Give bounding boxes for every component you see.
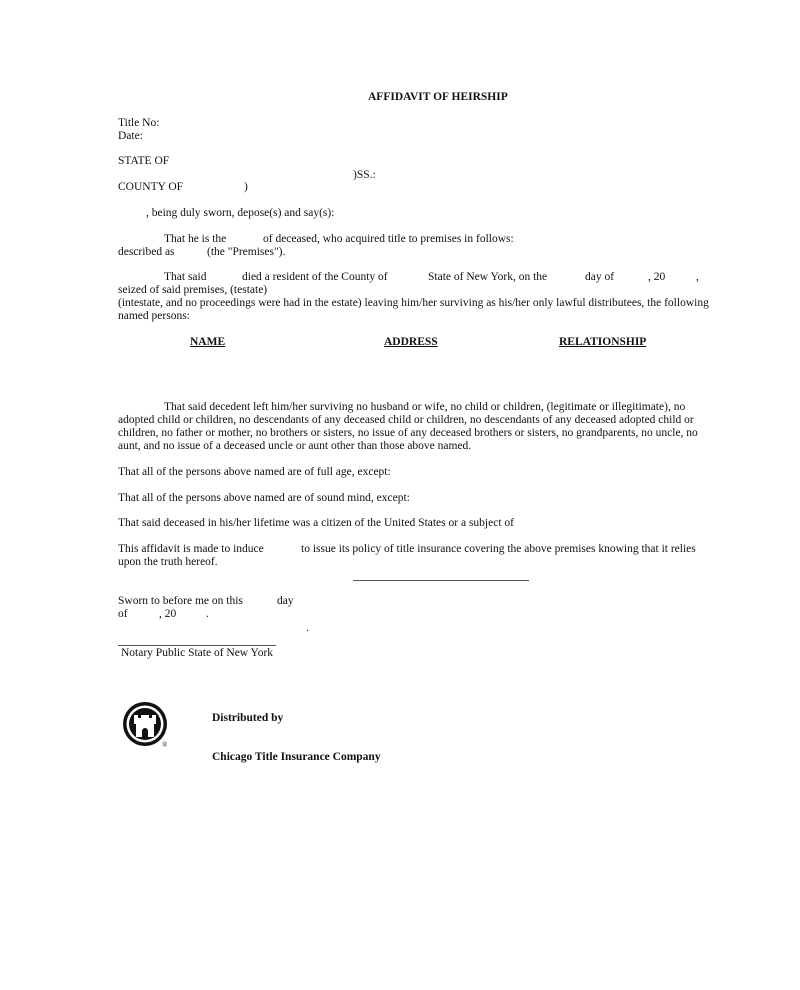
- para2-part-g: seized of said premises, (testate): [118, 284, 268, 296]
- para1-part-b: of deceased, who acquired title to premises in follows:: [263, 233, 514, 245]
- para1-part-d: (the "Premises").: [207, 246, 286, 258]
- state-of-label: STATE OF: [118, 155, 170, 167]
- date-label: Date:: [118, 130, 143, 142]
- para3-line1: That said decedent left him/her surviving no husband or wife, no child or children, (legitimate or illegitimate), no: [164, 401, 686, 413]
- ss-label: )SS.:: [353, 169, 376, 181]
- para1-part-c: described as: [118, 246, 175, 258]
- para3-line3: children, no father or mother, no brothers or sisters, no issue of any deceased brothers or sisters, no grandparents, no uncle, no: [118, 427, 698, 439]
- para2-part-c: State of New York, on the: [428, 271, 548, 283]
- title-no-label: Title No:: [118, 117, 160, 129]
- para3-line4: aunt, and no issue of a deceased uncle or aunt other than those above named.: [118, 440, 472, 452]
- para2-part-i: named persons:: [118, 310, 190, 322]
- stray-period: .: [306, 622, 309, 634]
- county-of-label: COUNTY OF: [118, 181, 184, 193]
- para5-sound-mind: That all of the persons above named are of sound mind, except:: [118, 492, 410, 504]
- sworn-before-part-a: Sworn to before me on this: [118, 595, 243, 607]
- sworn-before-period: .: [206, 608, 209, 620]
- sworn-before-day: day: [277, 595, 294, 607]
- notary-label: Notary Public State of New York: [121, 647, 274, 659]
- para6-citizen: That said deceased in his/her lifetime was a citizen of the United States or a subject of: [118, 517, 514, 529]
- para2-part-d: day of: [585, 271, 615, 283]
- para7-part-a: This affidavit is made to induce: [118, 543, 264, 555]
- notary-signature-line: [118, 645, 276, 646]
- para4-full-age: That all of the persons above named are of full age, except:: [118, 466, 391, 478]
- document-title: AFFIDAVIT OF HEIRSHIP: [368, 91, 508, 103]
- para3-line2: adopted child or children, no descendants of any deceased child or children, no descendants of any deceased adopted child or: [118, 414, 694, 426]
- column-header-name: NAME: [190, 336, 226, 348]
- sworn-before-of: of: [118, 608, 128, 620]
- para1-part-a: That he is the: [164, 233, 227, 245]
- para2-part-e: , 20: [648, 271, 666, 283]
- column-header-address: ADDRESS: [384, 336, 438, 348]
- signature-line: [353, 580, 529, 581]
- company-name: Chicago Title Insurance Company: [212, 751, 381, 763]
- distributed-by-label: Distributed by: [212, 712, 284, 724]
- para2-part-a: That said: [164, 271, 207, 283]
- sworn-before-year: , 20: [159, 608, 177, 620]
- para2-part-b: died a resident of the County of: [242, 271, 388, 283]
- sworn-statement: , being duly sworn, depose(s) and say(s):: [146, 207, 335, 219]
- para7-part-b: to issue its policy of title insurance covering the above premises knowing that it relies: [301, 543, 696, 555]
- para7-part-c: upon the truth hereof.: [118, 556, 218, 568]
- para2-part-h: (intestate, and no proceedings were had in the estate) leaving him/her surviving as his/her only lawful distributees, the following: [118, 297, 709, 309]
- para2-part-f: ,: [696, 271, 699, 283]
- column-header-relationship: RELATIONSHIP: [559, 336, 647, 348]
- county-paren: ): [244, 181, 248, 193]
- registered-mark: ®: [162, 741, 168, 749]
